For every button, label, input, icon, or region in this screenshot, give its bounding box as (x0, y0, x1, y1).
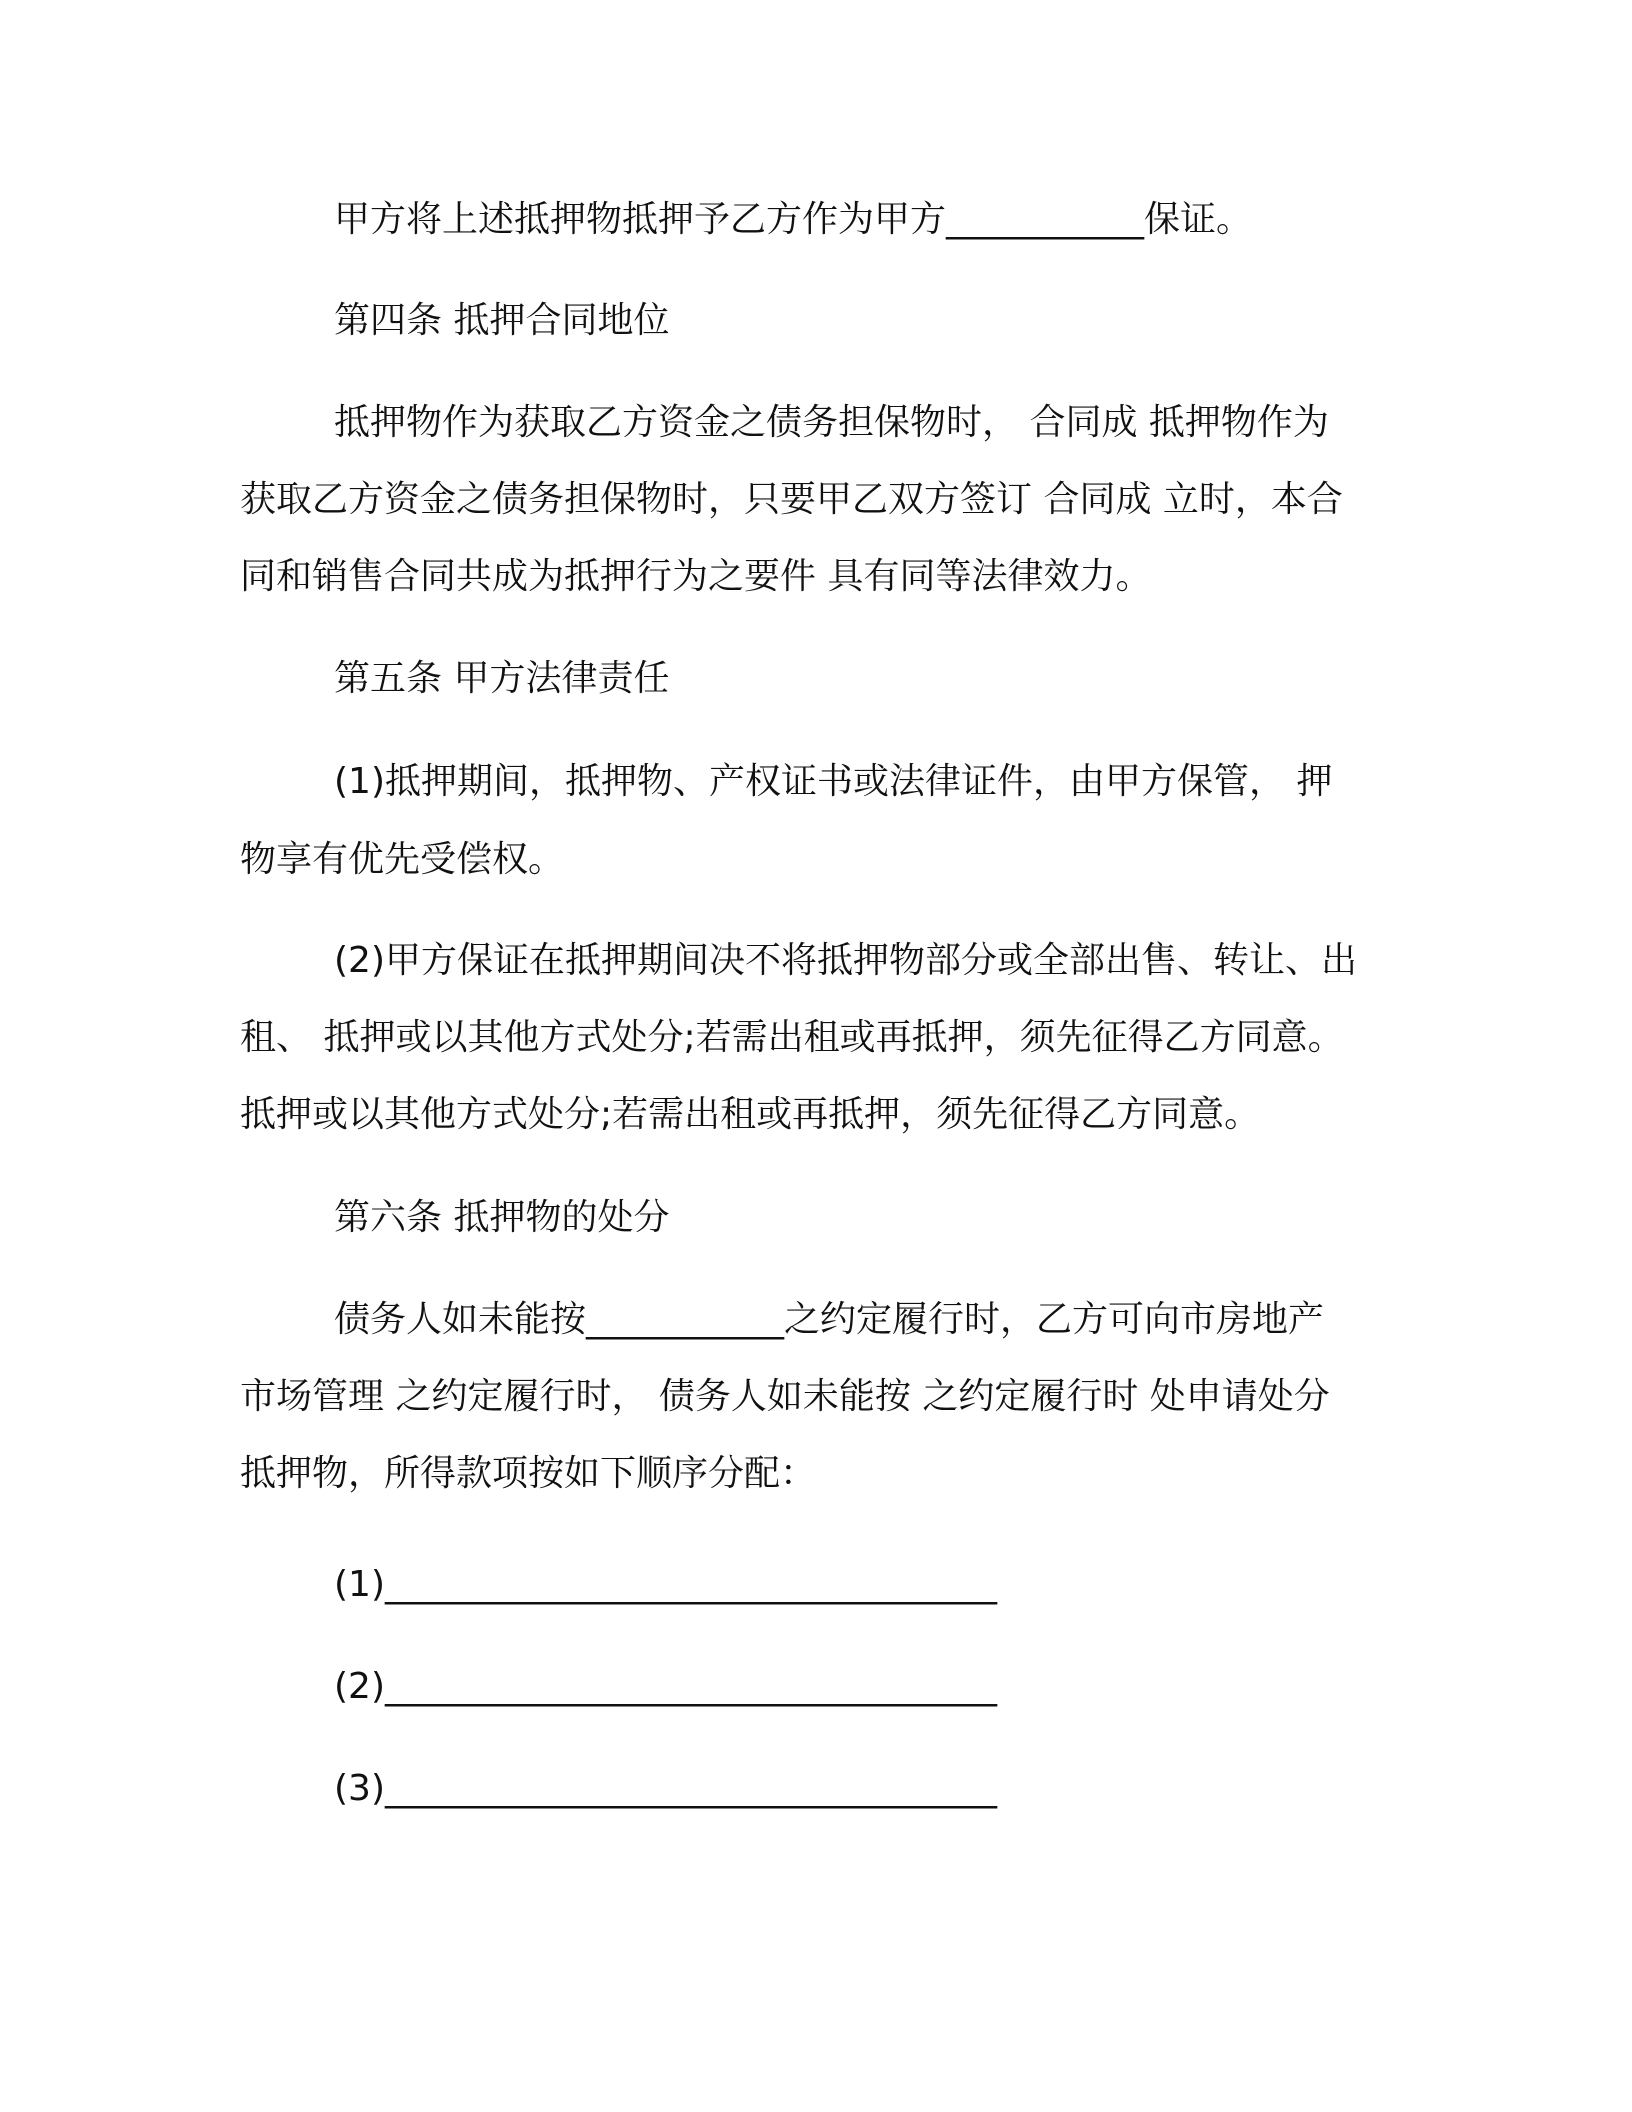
text-line: 抵押物，所得款项按如下顺序分配： (240, 1453, 817, 1494)
blank-item-line: (1)__________________________________ (334, 1564, 997, 1605)
text-line: 债务人如未能按___________之约定履行时，乙方可向市房地产 (334, 1299, 1325, 1340)
text-line: 物享有优先受偿权。 (240, 839, 565, 880)
text-line: (1)抵押期间，抵押物、产权证书或法律证件，由甲方保管， 押 (334, 761, 1333, 802)
article-heading: 第五条 甲方法律责任 (334, 658, 670, 699)
text-line: 同和销售合同共成为抵押行为之要件 具有同等法律效力。 (240, 556, 1152, 597)
text-line: 市场管理 之约定履行时， 债务人如未能按 之约定履行时 处申请处分 (240, 1376, 1330, 1417)
text-line: 抵押或以其他方式处分;若需出租或再抵押，须先征得乙方同意。 (240, 1094, 1261, 1135)
text-line: (2)甲方保证在抵押期间决不将抵押物部分或全部出售、转让、出 (334, 940, 1357, 981)
text-line: 获取乙方资金之债务担保物时，只要甲乙双方签订 合同成 立时，本合 (240, 479, 1343, 520)
blank-item-line: (3)__________________________________ (334, 1768, 997, 1809)
text-line: 甲方将上述抵押物抵押予乙方作为甲方___________保证。 (334, 199, 1253, 240)
article-heading: 第四条 抵押合同地位 (334, 300, 670, 341)
text-line: 租、 抵押或以其他方式处分;若需出租或再抵押，须先征得乙方同意。 (240, 1017, 1344, 1058)
text-line: 抵押物作为获取乙方资金之债务担保物时， 合同成 抵押物作为 (334, 402, 1329, 443)
article-heading: 第六条 抵押物的处分 (334, 1197, 670, 1238)
blank-item-line: (2)__________________________________ (334, 1666, 997, 1707)
